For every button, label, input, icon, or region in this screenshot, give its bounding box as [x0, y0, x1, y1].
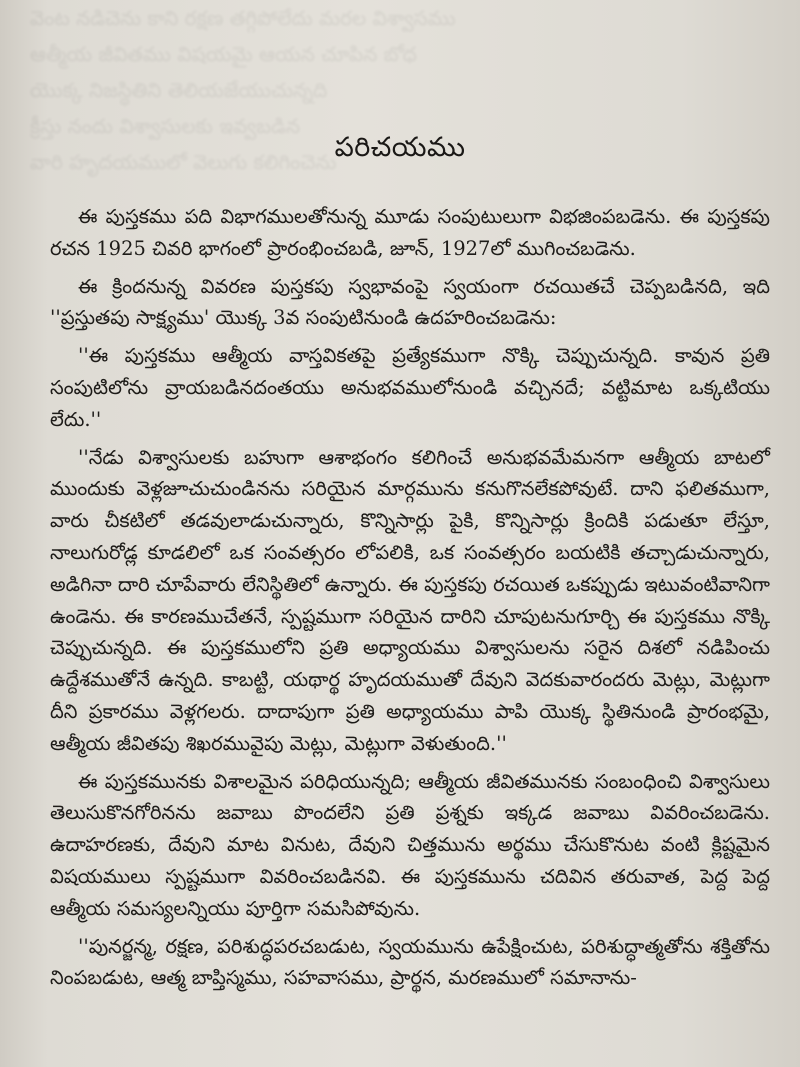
quote-paragraph-3: ''పునర్జన్మ, రక్షణ, పరిశుద్ధపరచబడుట, స్వయమును ఉపేక్షించుట, పరిశుద్ధాత్మతోను శక్తితోను నింపబడుట, ఆత్మ బాప్తిస్మము, సహవాసము, ప్రార్థన, మరణములో సమానాను-: [50, 934, 770, 990]
quote-paragraph-1: ''ఈ పుస్తకము ఆత్మీయ వాస్తవికతపై ప్రత్యేకముగా నొక్కి చెప్పుచున్నది. కావున ప్రతి సంపుటిలోను వ్రాయబడినదంతయు అనుభవములోనుండి వచ్చినదే; వట్టిమాట ఒక్కటియు లేదు.'': [50, 344, 770, 431]
paragraph-scope: ఈ పుస్తకమునకు విశాలమైన పరిధియున్నది; ఆత్మీయ జీవితమునకు సంబంధించి విశ్వాసులు తెలుసుకొనగోరినను జవాబు పొందలేని ప్రతి ప్రశ్నకు ఇక్కడ జవాబు వివరించబడెను. ఉదాహరణకు, దేవుని మాట వినుట, దేవుని చిత్తమును అర్థము చేసుకొనుట వంటి క్లిష్టమైన విషయములు స్పష్టముగా వివరించబడినవి. ఈ పుస్తకమును చదివిన తరువాత, పెద్ద పెద్ద ఆత్మీయ సమస్యలన్నియు పూర్తిగా సమసిపోవును.: [50, 769, 770, 920]
bleed-through-text: [30, 0, 790, 200]
page-title: పరిచయము: [334, 132, 466, 163]
paragraph-intro: ఈ పుస్తకము పది విభాగములతోనున్న మూడు సంపుటులుగా విభజింపబడెను. ఈ పుస్తకపు రచన 1925 చివరి భాగంలో ప్రారంభించబడి, జూన్, 1927లో ముగించబడెను.: [50, 205, 770, 260]
quote-paragraph-2: ''నేడు విశ్వాసులకు బహుగా ఆశాభంగం కలిగించే అనుభవమేమనగా ఆత్మీయ బాటలో ముందుకు వెళ్లజూచుచుండినను సరియైన మార్గమును కనుగొనలేకపోవుటే. దాని ఫలితముగా, వారు చీకటిలో తడవులాడుచున్నారు, కొన్నిసార్లు పైకి, కొన్నిసార్లు క్రిందికి పడుతూ లేస్తూ, నాలుగురోడ్ల కూడలిలో ఒక సంవత్సరం లోపలికి, ఒక సంవత్సరం బయటికి తచ్చాడుచున్నారు, అడిగినా దారి చూపేవారు లేనిస్థితిలో ఉన్నారు. ఈ పుస్తకపు రచయిత ఒకప్పుడు ఇటువంటివానిగా ఉండెను. ఈ కారణముచేతనే, స్పష్టముగా సరియైన దారిని చూపుటనుగూర్చి ఈ పుస్తకము నొక్కి చెప్పుచున్నది. ఈ పుస్తకములోని ప్రతి అధ్యాయము విశ్వాసులను సరైన దిశలో నడిపించు ఉద్దేశముతోనే ఉన్నది. కాబట్టి, యథార్థ హృదయముతో దేవుని వెదకువారందరు మెట్లు, మెట్లుగా దీని ప్రకారము వెళ్లగలరు. దాదాపుగా ప్రతి అధ్యాయము పాపి యొక్క స్థితినుండి ప్రారంభమై, ఆత్మీయ జీవితపు శిఖరమువైపు మెట్లు, మెట్లుగా వెళుతుంది.'': [50, 445, 770, 755]
bleed-line: ఆత్మీయ జీవితము విషయమై ఆయన చూపిన బోధ: [30, 42, 417, 66]
bleed-line: క్రీస్తు నందు విశ్వాసులకు ఇవ్వబడిన: [30, 114, 300, 138]
paragraph-source: ఈ క్రిందనున్న వివరణ పుస్తకపు స్వభావంపై స్వయంగా రచయితచే చెప్పబడినది, ఇది ''ప్రస్తుతపు సాక్ష్యము' యొక్క 3వ సంపుటినుండి ఉదహరించబడెను:: [50, 274, 770, 330]
bleed-line: వారి హృదయములో వెలుగు కలిగించెను: [30, 150, 337, 174]
body-text: [50, 201, 770, 994]
bleed-line: యొక్క నిజస్థితిని తెలియజేయుచున్నది: [30, 78, 328, 102]
bleed-line: వెంట నడిచెను కాని రక్షణ తగ్గిపోలేదు మరల విశ్వాసము: [30, 6, 456, 30]
